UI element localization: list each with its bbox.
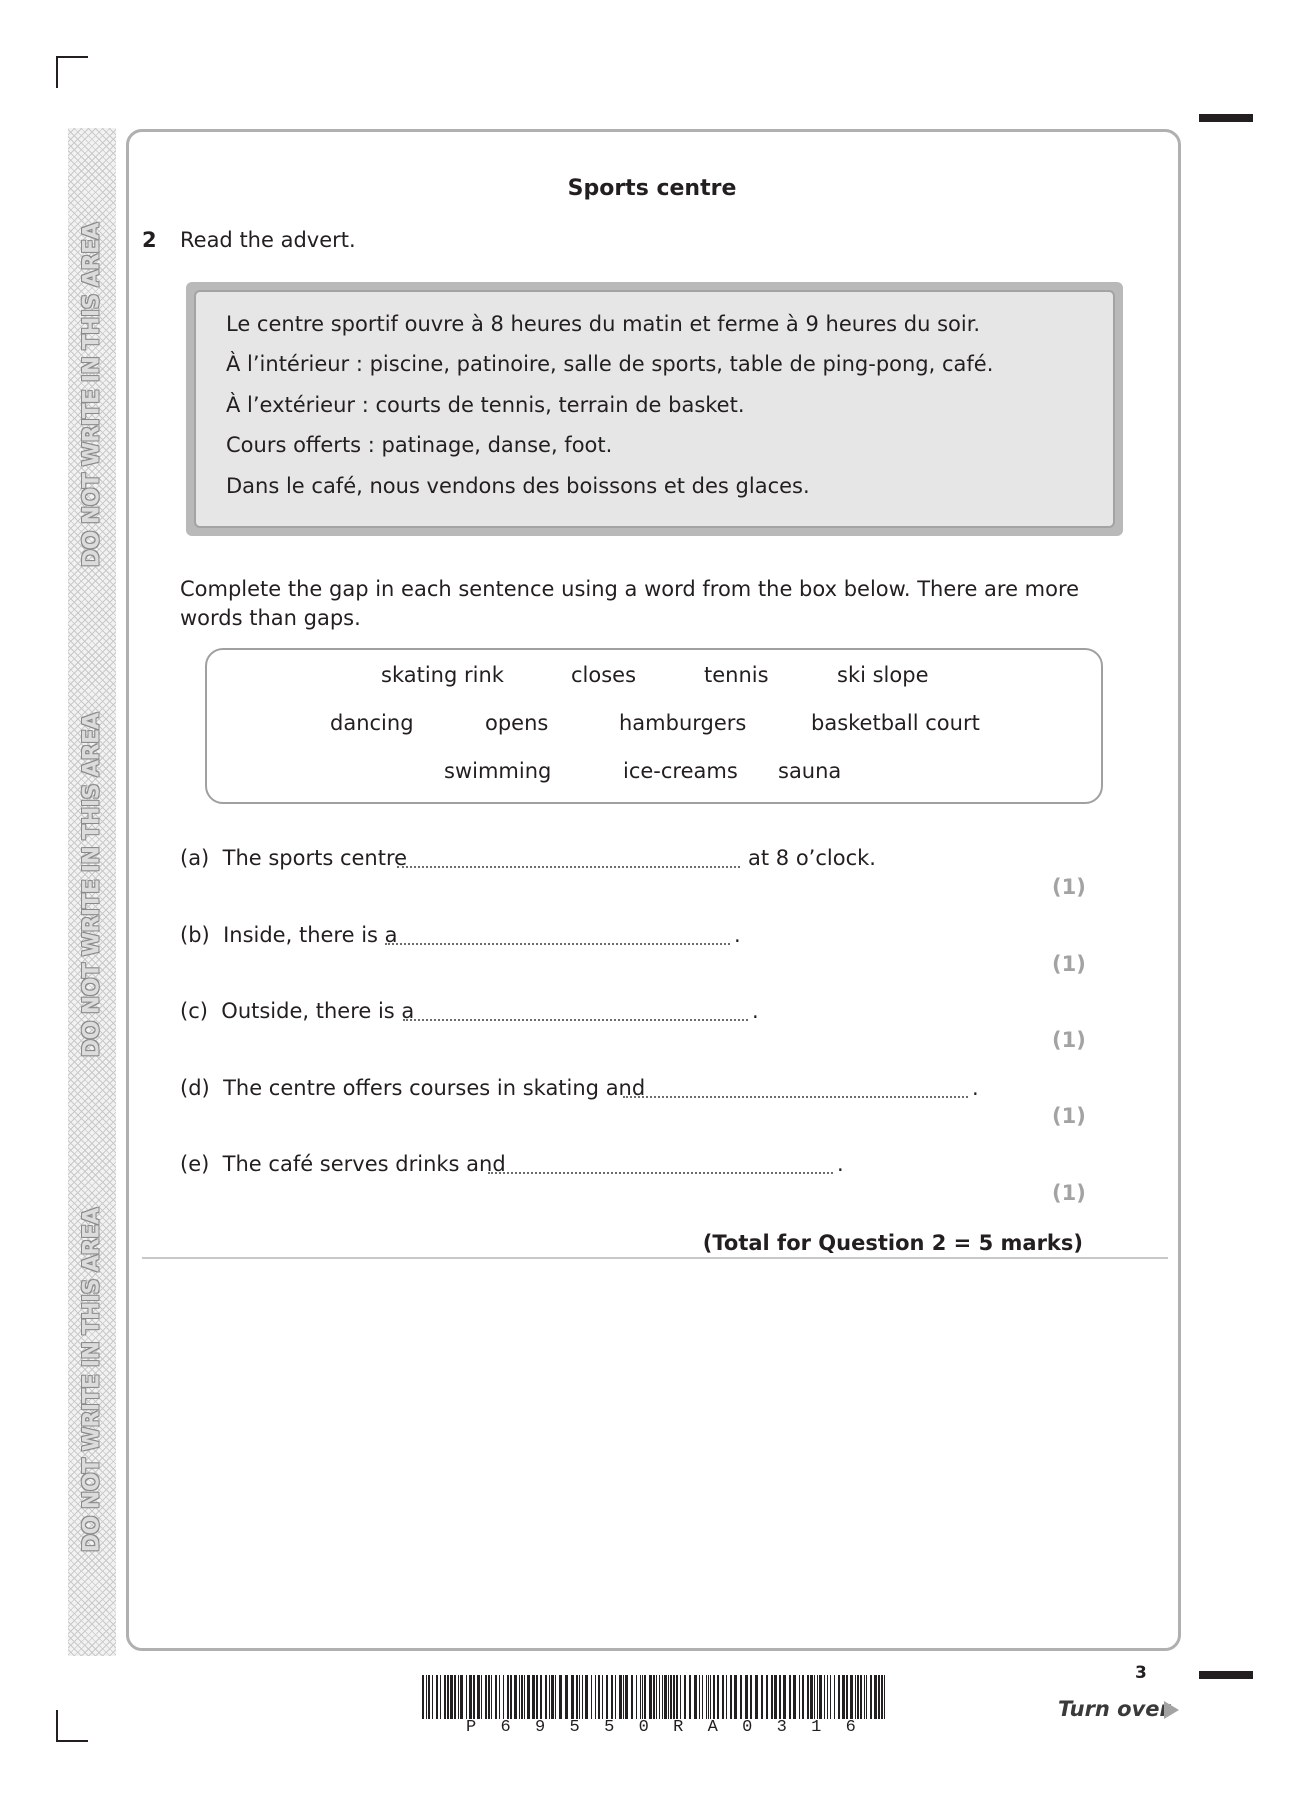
barcode-char: 5 [604, 1718, 615, 1737]
barcode-bar [653, 1675, 655, 1719]
question-prompt: Read the advert. [180, 228, 356, 252]
barcode-bar [571, 1675, 574, 1719]
barcode-char: 6 [845, 1718, 856, 1737]
item-label: (d) [180, 1076, 210, 1100]
side-registration-bar-bottom [1199, 1671, 1253, 1679]
barcode [422, 1675, 890, 1719]
page-number: 3 [1135, 1663, 1147, 1683]
barcode-char: 5 [569, 1718, 580, 1737]
barcode-char: A [707, 1718, 718, 1737]
word-option: sauna [778, 759, 842, 783]
barcode-bar [458, 1675, 459, 1719]
answer-line-a[interactable] [397, 866, 740, 868]
barcode-bar [668, 1675, 669, 1719]
barcode-bar [521, 1675, 523, 1719]
barcode-bar [881, 1675, 883, 1719]
barcode-bar [850, 1675, 853, 1719]
barcode-bar [774, 1675, 777, 1719]
barcode-bar [710, 1675, 711, 1719]
item-b [180, 923, 398, 947]
barcode-char: R [673, 1718, 684, 1737]
barcode-bar [755, 1675, 758, 1719]
barcode-bar [507, 1675, 509, 1719]
word-option: ski slope [837, 663, 929, 687]
item-label: (c) [180, 999, 208, 1023]
barcode-bar [503, 1675, 504, 1719]
barcode-bar [656, 1675, 657, 1719]
barcode-bar [676, 1675, 678, 1719]
item-d-after: . [972, 1076, 979, 1100]
margin-notice-middle: DO NOT WRITE IN THIS AREA [79, 712, 105, 1058]
barcode-number [466, 1718, 856, 1737]
barcode-bar [469, 1675, 472, 1719]
barcode-bar [664, 1675, 667, 1719]
word-option: swimming [444, 759, 552, 783]
advert-line: Dans le café, nous vendons des boissons et des glaces. [226, 474, 810, 498]
item-label: (a) [180, 846, 210, 870]
barcode-bar [810, 1675, 813, 1719]
barcode-bar [582, 1675, 583, 1719]
barcode-bar [766, 1675, 768, 1719]
barcode-bar [623, 1675, 624, 1719]
item-a [180, 846, 407, 870]
barcode-bar [706, 1675, 707, 1719]
barcode-bar [450, 1675, 453, 1719]
barcode-bar [874, 1675, 877, 1719]
barcode-bar [842, 1675, 845, 1719]
barcode-bar [440, 1675, 441, 1719]
barcode-bar [631, 1675, 633, 1719]
barcode-bar [673, 1675, 675, 1719]
mark-c: (1) [1052, 1028, 1086, 1052]
word-option: dancing [330, 711, 414, 735]
barcode-bar [827, 1675, 828, 1719]
word-option: ice-creams [623, 759, 738, 783]
barcode-bar [866, 1675, 867, 1719]
barcode-bar [611, 1675, 613, 1719]
advert-line: Le centre sportif ouvre à 8 heures du matin et ferme à 9 heures du soir. [226, 312, 981, 336]
question-number: 2 [142, 228, 157, 252]
barcode-bar [750, 1675, 752, 1719]
answer-line-e[interactable] [488, 1172, 833, 1174]
barcode-bar [428, 1675, 430, 1719]
barcode-bar [730, 1675, 732, 1719]
barcode-bar [444, 1675, 446, 1719]
item-text: The sports centre [222, 846, 408, 870]
barcode-bar [576, 1675, 578, 1719]
barcode-bar [491, 1675, 492, 1719]
crop-mark-top-left [56, 56, 88, 58]
barcode-bar [549, 1675, 550, 1719]
item-text: Outside, there is a [221, 999, 415, 1023]
barcode-bar [699, 1675, 700, 1719]
barcode-bar [460, 1675, 463, 1719]
barcode-bar [640, 1675, 641, 1719]
barcode-char: P [466, 1718, 477, 1737]
barcode-char: 1 [811, 1718, 822, 1737]
barcode-bar [857, 1675, 859, 1719]
barcode-bar [559, 1675, 562, 1719]
barcode-bar [540, 1675, 542, 1719]
barcode-bar [481, 1675, 482, 1719]
barcode-bar [545, 1675, 547, 1719]
word-box [205, 648, 1103, 804]
barcode-bar [779, 1675, 781, 1719]
barcode-bar [598, 1675, 600, 1719]
item-text: The café serves drinks and [222, 1152, 506, 1176]
barcode-bar [454, 1675, 456, 1719]
advert-inner [194, 290, 1115, 528]
barcode-bar [636, 1675, 637, 1719]
barcode-bar [662, 1675, 663, 1719]
turn-over-text: Turn over [1058, 1697, 1170, 1721]
barcode-bar [884, 1675, 885, 1719]
barcode-bar [510, 1675, 512, 1719]
mark-a: (1) [1052, 875, 1086, 899]
item-text: Inside, there is a [223, 923, 398, 947]
crop-mark-top-left [56, 56, 58, 88]
word-option: skating rink [381, 663, 504, 687]
advert-line: À l’extérieur : courts de tennis, terrain de basket. [226, 393, 745, 417]
barcode-bar [740, 1675, 742, 1719]
barcode-bar [702, 1675, 703, 1719]
section-divider [142, 1257, 1168, 1259]
advert-line: Cours offerts : patinage, danse, foot. [226, 433, 613, 457]
item-e-after: . [837, 1152, 844, 1176]
side-registration-bar-top [1199, 114, 1253, 122]
word-option: closes [571, 663, 637, 687]
barcode-bar [615, 1675, 616, 1719]
barcode-bar [761, 1675, 763, 1719]
answer-line-b[interactable] [385, 943, 730, 945]
barcode-bar [807, 1675, 809, 1719]
barcode-bar [536, 1675, 538, 1719]
turn-over-arrow-icon [1164, 1701, 1179, 1719]
barcode-bar [565, 1675, 568, 1719]
barcode-bar [726, 1675, 727, 1719]
barcode-bar [466, 1675, 467, 1719]
barcode-bar [817, 1675, 818, 1719]
answer-line-c[interactable] [403, 1019, 748, 1021]
barcode-bar [846, 1675, 848, 1719]
barcode-char: 3 [776, 1718, 787, 1737]
question-total: (Total for Question 2 = 5 marks) [702, 1231, 1083, 1255]
margin-notice-bottom: DO NOT WRITE IN THIS AREA [79, 1207, 105, 1553]
barcode-bar [734, 1675, 737, 1719]
barcode-bar [870, 1675, 872, 1719]
barcode-bar [606, 1675, 608, 1719]
mark-b: (1) [1052, 952, 1086, 976]
barcode-bar [717, 1675, 719, 1719]
barcode-bar [524, 1675, 525, 1719]
item-e [180, 1152, 506, 1176]
barcode-bar [783, 1675, 786, 1719]
section-title: Sports centre [567, 176, 737, 201]
barcode-bar [713, 1675, 715, 1719]
barcode-bar [473, 1675, 475, 1719]
barcode-char: 9 [535, 1718, 546, 1737]
barcode-bar [802, 1675, 804, 1719]
barcode-bar [625, 1675, 628, 1719]
barcode-bar [595, 1675, 596, 1719]
barcode-bar [855, 1675, 856, 1719]
barcode-bar [432, 1675, 433, 1719]
barcode-bar [789, 1675, 791, 1719]
item-label: (e) [180, 1152, 210, 1176]
barcode-bar [819, 1675, 822, 1719]
barcode-bar [722, 1675, 724, 1719]
barcode-bar [495, 1675, 497, 1719]
barcode-bar [591, 1675, 592, 1719]
barcode-bar [579, 1675, 580, 1719]
barcode-bar [644, 1675, 646, 1719]
barcode-bar [485, 1675, 487, 1719]
barcode-char: 0 [638, 1718, 649, 1737]
barcode-bar [447, 1675, 449, 1719]
mark-e: (1) [1052, 1181, 1086, 1205]
barcode-bar [426, 1675, 427, 1719]
mark-d: (1) [1052, 1104, 1086, 1128]
barcode-bar [834, 1675, 835, 1719]
barcode-bar [694, 1675, 697, 1719]
instruction-text: Complete the gap in each sentence using a word from the box below. There are more words than gaps. [180, 577, 1080, 630]
barcode-bar [519, 1675, 520, 1719]
item-d [180, 1076, 645, 1100]
answer-line-d[interactable] [623, 1096, 968, 1098]
barcode-bar [684, 1675, 686, 1719]
advert-line: À l’intérieur : piscine, patinoire, salle de sports, table de ping-pong, café. [226, 352, 994, 376]
barcode-char: 6 [500, 1718, 511, 1737]
item-b-after: . [734, 923, 741, 947]
barcode-bar [860, 1675, 862, 1719]
barcode-bar [799, 1675, 800, 1719]
word-option: tennis [704, 663, 769, 687]
item-label: (b) [180, 923, 210, 947]
barcode-bar [527, 1675, 530, 1719]
crop-mark-bottom-left [56, 1740, 88, 1742]
word-option: basketball court [811, 711, 980, 735]
barcode-bar [619, 1675, 622, 1719]
barcode-bar [745, 1675, 748, 1719]
barcode-char: 0 [742, 1718, 753, 1737]
barcode-bar [499, 1675, 500, 1719]
barcode-bar [422, 1675, 424, 1719]
item-text: The centre offers courses in skating and [223, 1076, 646, 1100]
barcode-bar [532, 1675, 535, 1719]
barcode-bar [771, 1675, 773, 1719]
barcode-bar [488, 1675, 490, 1719]
barcode-bar [659, 1675, 660, 1719]
barcode-bar [680, 1675, 681, 1719]
barcode-bar [602, 1675, 603, 1719]
crop-mark-bottom-left [56, 1710, 58, 1742]
barcode-bar [830, 1675, 831, 1719]
barcode-bar [642, 1675, 643, 1719]
barcode-bar [477, 1675, 480, 1719]
word-option: hamburgers [619, 711, 747, 735]
word-option: opens [485, 711, 549, 735]
barcode-bar [555, 1675, 556, 1719]
barcode-bar [793, 1675, 796, 1719]
advert-box [186, 282, 1123, 536]
barcode-bar [689, 1675, 691, 1719]
barcode-bar [649, 1675, 652, 1719]
barcode-bar [838, 1675, 840, 1719]
barcode-bar [814, 1675, 815, 1719]
margin-notice-top: DO NOT WRITE IN THIS AREA [79, 222, 105, 568]
barcode-bar [824, 1675, 825, 1719]
barcode-bar [551, 1675, 554, 1719]
barcode-bar [670, 1675, 672, 1719]
item-c [180, 999, 414, 1023]
barcode-bar [436, 1675, 438, 1719]
item-c-after: . [752, 999, 759, 1023]
barcode-bar [585, 1675, 588, 1719]
barcode-bar [514, 1675, 517, 1719]
barcode-bar [708, 1675, 709, 1719]
item-a-after: at 8 o’clock. [748, 846, 876, 870]
barcode-bar [878, 1675, 880, 1719]
barcode-bar [864, 1675, 865, 1719]
